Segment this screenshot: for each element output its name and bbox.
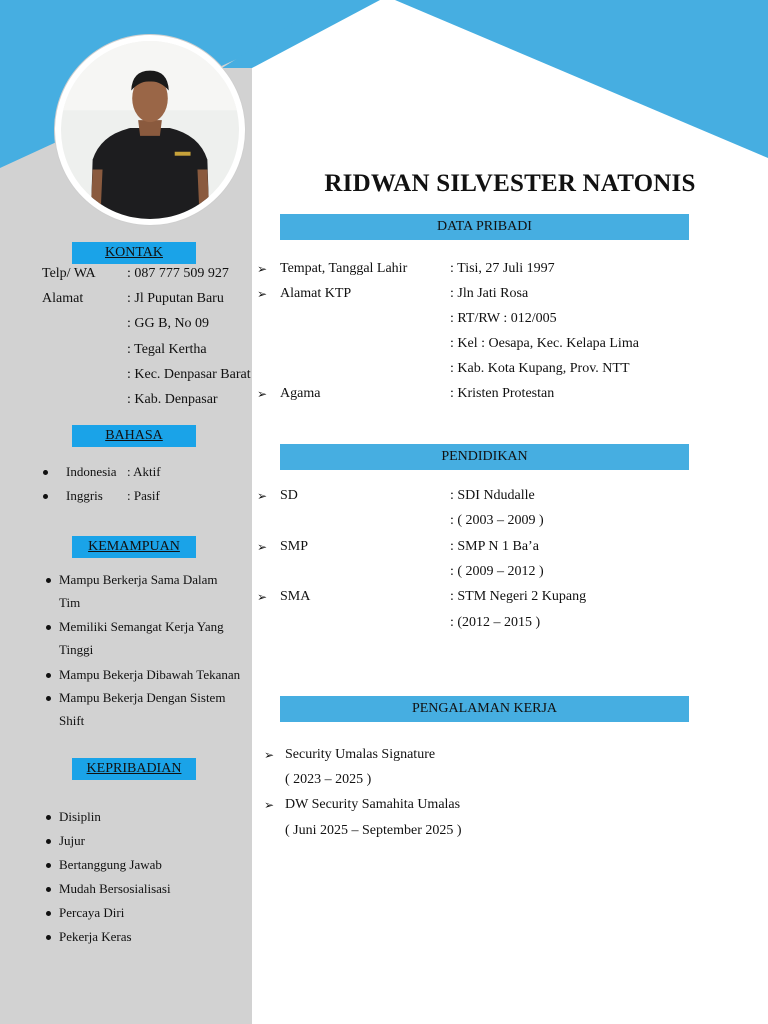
job-title: Security Umalas Signature: [285, 747, 436, 762]
ktp-label: Alamat KTP: [280, 286, 352, 301]
bullet-icon: [46, 578, 51, 583]
edu-years: : ( 2003 – 2009 ): [450, 513, 544, 528]
arrow-bullet-icon: ➢: [264, 798, 275, 812]
kepribadian-item: Disiplin: [59, 809, 101, 824]
edu-level: SMP: [280, 539, 309, 554]
arrow-bullet-icon: ➢: [264, 748, 275, 762]
alamat-line: : Kec. Denpasar Barat: [127, 367, 251, 382]
arrow-bullet-icon: ➢: [257, 590, 268, 604]
kontak-heading: KONTAK: [72, 242, 196, 264]
telp-label: Telp/ WA: [42, 266, 96, 281]
kepribadian-item: Mudah Bersosialisasi: [59, 881, 171, 896]
ktp-line: : RT/RW : 012/005: [450, 311, 557, 326]
bullet-icon: [46, 815, 51, 820]
bahasa-lang: Indonesia: [66, 464, 117, 479]
alamat-line: : Kab. Denpasar: [127, 392, 218, 407]
edu-school: : SMP N 1 Ba’a: [450, 539, 539, 554]
bullet-icon: [46, 696, 51, 701]
bahasa-heading: BAHASA: [72, 425, 196, 447]
bullet-icon: [46, 863, 51, 868]
bullet-icon: [46, 935, 51, 940]
edu-level: SD: [280, 488, 298, 503]
arrow-bullet-icon: ➢: [257, 489, 268, 503]
agama-label: Agama: [280, 386, 321, 401]
edu-years: : ( 2009 – 2012 ): [450, 564, 544, 579]
kepribadian-item: Bertanggung Jawab: [59, 857, 162, 872]
alamat-line: : Jl Puputan Baru: [127, 291, 224, 306]
ttl-value: : Tisi, 27 Juli 1997: [450, 261, 555, 276]
alamat-line: : GG B, No 09: [127, 316, 210, 331]
kemampuan-item: Mampu Berkerja Sama Dalam: [59, 572, 218, 587]
kepribadian-item: Jujur: [59, 833, 85, 848]
job-period: ( 2023 – 2025 ): [285, 772, 372, 787]
bullet-icon: [46, 887, 51, 892]
bullet-icon: [46, 911, 51, 916]
kemampuan-item-continued: Tinggi: [59, 642, 94, 657]
arrow-bullet-icon: ➢: [257, 262, 268, 276]
job-period: ( Juni 2025 – September 2025 ): [285, 823, 462, 838]
kemampuan-item-continued: Shift: [59, 713, 85, 728]
bahasa-lang: Inggris: [66, 488, 103, 503]
bullet-icon: [46, 839, 51, 844]
edu-school: : STM Negeri 2 Kupang: [450, 589, 587, 604]
ktp-line: : Kel : Oesapa, Kec. Kelapa Lima: [450, 336, 639, 351]
alamat-line: : Tegal Kertha: [127, 342, 207, 357]
arrow-bullet-icon: ➢: [257, 387, 268, 401]
bullet-icon: [43, 470, 48, 475]
profile-photo: [55, 35, 245, 225]
edu-years: : (2012 – 2015 ): [450, 615, 541, 630]
bullet-icon: [46, 625, 51, 630]
edu-school: : SDI Ndudalle: [450, 488, 535, 503]
arrow-bullet-icon: ➢: [257, 540, 268, 554]
candidate-name: RIDWAN SILVESTER NATONIS: [324, 170, 696, 197]
data-pribadi-heading: DATA PRIBADI: [280, 214, 689, 240]
bullet-icon: [46, 673, 51, 678]
agama-value: : Kristen Protestan: [450, 386, 555, 401]
ktp-line: : Kab. Kota Kupang, Prov. NTT: [450, 361, 630, 376]
pendidikan-heading: PENDIDIKAN: [280, 444, 689, 470]
job-title: DW Security Samahita Umalas: [285, 797, 461, 812]
ttl-label: Tempat, Tanggal Lahir: [280, 261, 408, 276]
alamat-label: Alamat: [42, 291, 84, 306]
kemampuan-item: Memiliki Semangat Kerja Yang: [59, 619, 224, 634]
telp-value: : 087 777 509 927: [127, 266, 229, 281]
kemampuan-item: Mampu Bekerja Dibawah Tekanan: [59, 667, 241, 682]
pengalaman-heading: PENGALAMAN KERJA: [280, 696, 689, 722]
ktp-line: : Jln Jati Rosa: [450, 286, 529, 301]
kemampuan-item-continued: Tim: [59, 595, 81, 610]
edu-level: SMA: [280, 589, 311, 604]
bullet-icon: [43, 494, 48, 499]
kepribadian-item: Percaya Diri: [59, 905, 125, 920]
arrow-bullet-icon: ➢: [257, 287, 268, 301]
bahasa-level: : Aktif: [127, 464, 161, 479]
kemampuan-item: Mampu Bekerja Dengan Sistem: [59, 690, 226, 705]
kepribadian-item: Pekerja Keras: [59, 929, 132, 944]
kemampuan-heading: KEMAMPUAN: [72, 536, 196, 558]
bahasa-level: : Pasif: [127, 488, 160, 503]
kepribadian-heading: KEPRIBADIAN: [72, 758, 196, 780]
